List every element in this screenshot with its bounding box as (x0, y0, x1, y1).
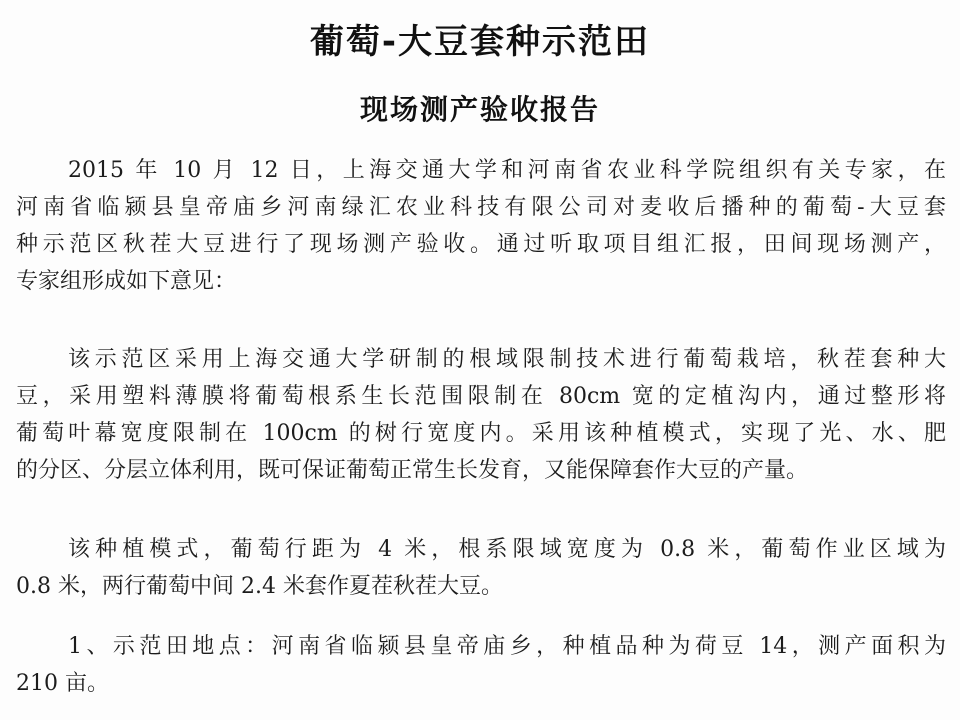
paragraph-technique (16, 341, 946, 489)
paragraph-line: 该示范区采用上海交通大学研制的根域限制技术进行葡萄栽培，秋茬套种大 (68, 347, 946, 372)
paragraph-intro (16, 152, 946, 300)
paragraph-line: 0.8 米，两行葡萄中间 2.4 米套作夏茬秋茬大豆。 (16, 574, 503, 599)
paragraph-line: 210 亩。 (16, 671, 109, 696)
paragraph-location (16, 628, 946, 702)
document-subtitle: 现场测产验收报告 (359, 93, 600, 126)
paragraph-line: 2015 年 10 月 12 日，上海交通大学和河南省农业科学院组织有关专家，在 (68, 158, 946, 183)
paragraph-line: 河南省临颍县皇帝庙乡河南绿汇农业科技有限公司对麦收后播种的葡萄-大豆套 (16, 195, 946, 220)
paragraph-line: 该种植模式，葡萄行距为 4 米，根系限域宽度为 0.8 米，葡萄作业区域为 (68, 537, 946, 562)
paragraph-line: 的分区、分层立体利用，既可保证葡萄正常生长发育，又能保障套作大豆的产量。 (16, 458, 809, 483)
paragraph-line: 豆，采用塑料薄膜将葡萄根系生长范围限制在 80cm 宽的定植沟内，通过整形将 (16, 384, 946, 409)
paragraph-mode (16, 531, 946, 605)
document-title: 葡萄-大豆套种示范田 (309, 22, 651, 62)
paragraph-line: 种示范区秋茬大豆进行了现场测产验收。通过听取项目组汇报，田间现场测产， (16, 232, 946, 257)
paragraph-line: 1、示范田地点：河南省临颍县皇帝庙乡，种植品种为荷豆 14，测产面积为 (68, 634, 946, 659)
paragraph-line: 葡萄叶幕宽度限制在 100cm 的树行宽度内。采用该种植模式，实现了光、水、肥 (16, 421, 946, 446)
paragraph-line: 专家组形成如下意见： (16, 269, 237, 294)
